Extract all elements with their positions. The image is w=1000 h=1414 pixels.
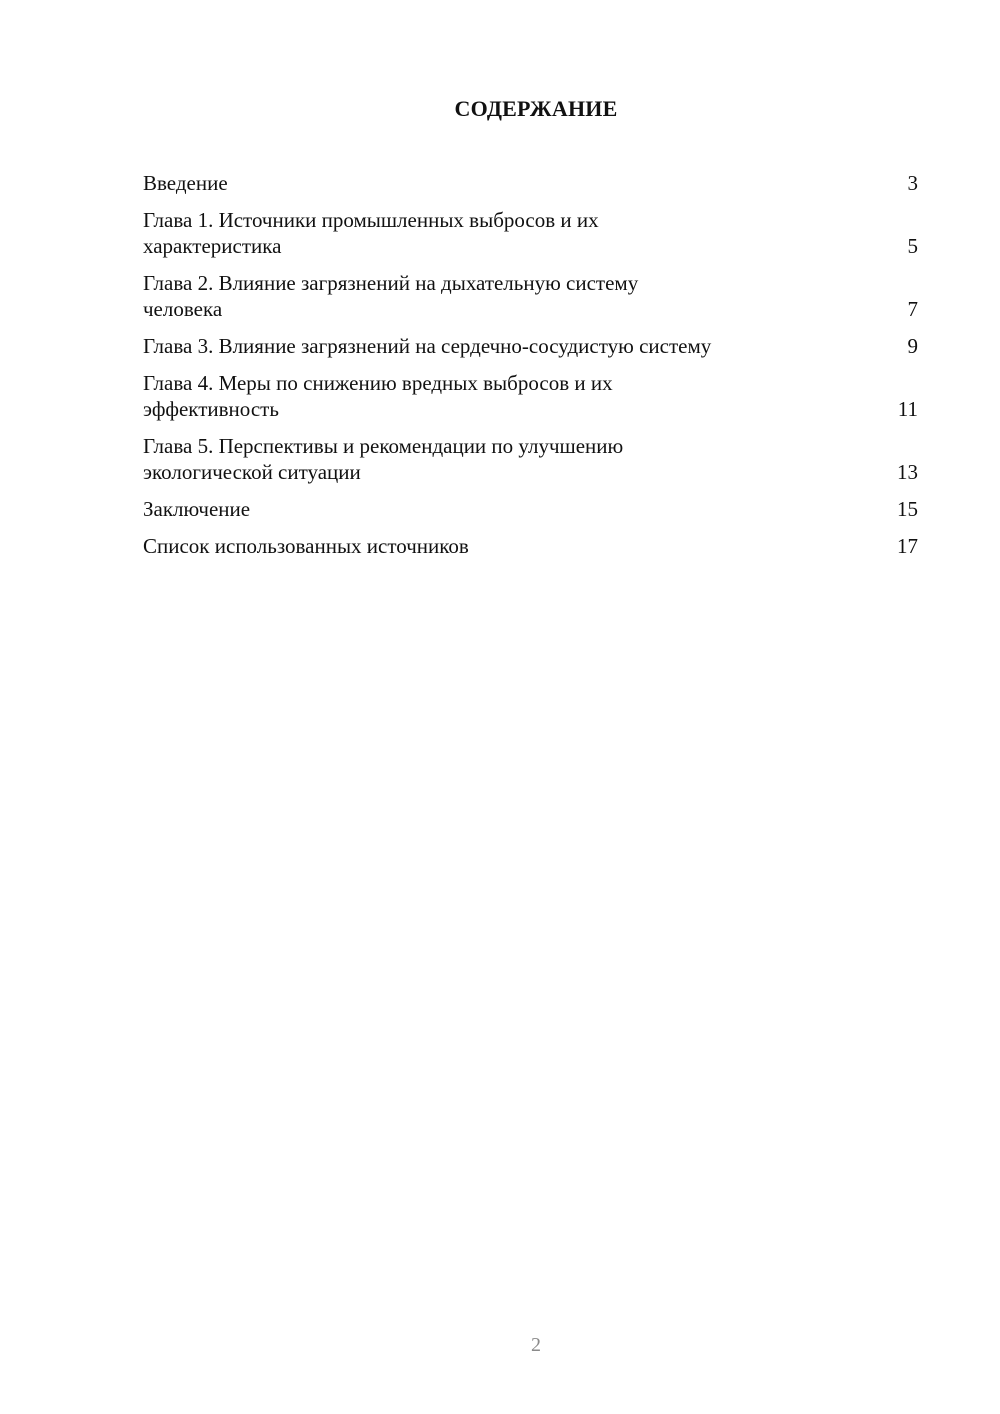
page-number: 2 (531, 1334, 541, 1356)
toc-entry-introduction (143, 170, 918, 196)
toc-entry-chapter-4 (143, 370, 918, 422)
toc-entry-conclusion (143, 496, 918, 522)
toc-entry-label: Глава 1. Источники промышленных выбросов и их характеристика (143, 208, 599, 258)
toc-entry-page: 11 (897, 397, 918, 421)
toc-entry-page: 13 (897, 460, 918, 484)
toc-list (143, 170, 918, 570)
toc-entry-page: 17 (897, 534, 918, 558)
toc-title: СОДЕРЖАНИЕ (454, 96, 618, 121)
toc-entry-label: Введение (143, 171, 228, 195)
toc-entry-label: Заключение (143, 497, 251, 521)
toc-entry-chapter-2 (143, 270, 918, 322)
toc-entry-chapter-3 (143, 333, 918, 359)
toc-entry-page: 3 (907, 171, 918, 195)
toc-entry-label: Глава 3. Влияние загрязнений на сердечно-сосудистую систему (143, 334, 712, 358)
toc-entry-chapter-5 (143, 433, 918, 485)
toc-entry-page: 9 (907, 334, 918, 358)
toc-entry-references (143, 533, 918, 559)
toc-entry-label: Глава 2. Влияние загрязнений на дыхательную систему человека (143, 271, 639, 321)
toc-entry-chapter-1 (143, 207, 918, 259)
toc-entry-page: 5 (907, 234, 918, 258)
toc-entry-label: Список использованных источников (143, 534, 469, 558)
toc-entry-page: 15 (897, 497, 918, 521)
toc-entry-label: Глава 4. Меры по снижению вредных выбросов и их эффективность (143, 371, 613, 421)
toc-entry-page: 7 (907, 297, 918, 321)
toc-entry-label: Глава 5. Перспективы и рекомендации по улучшению экологической ситуации (143, 434, 624, 484)
